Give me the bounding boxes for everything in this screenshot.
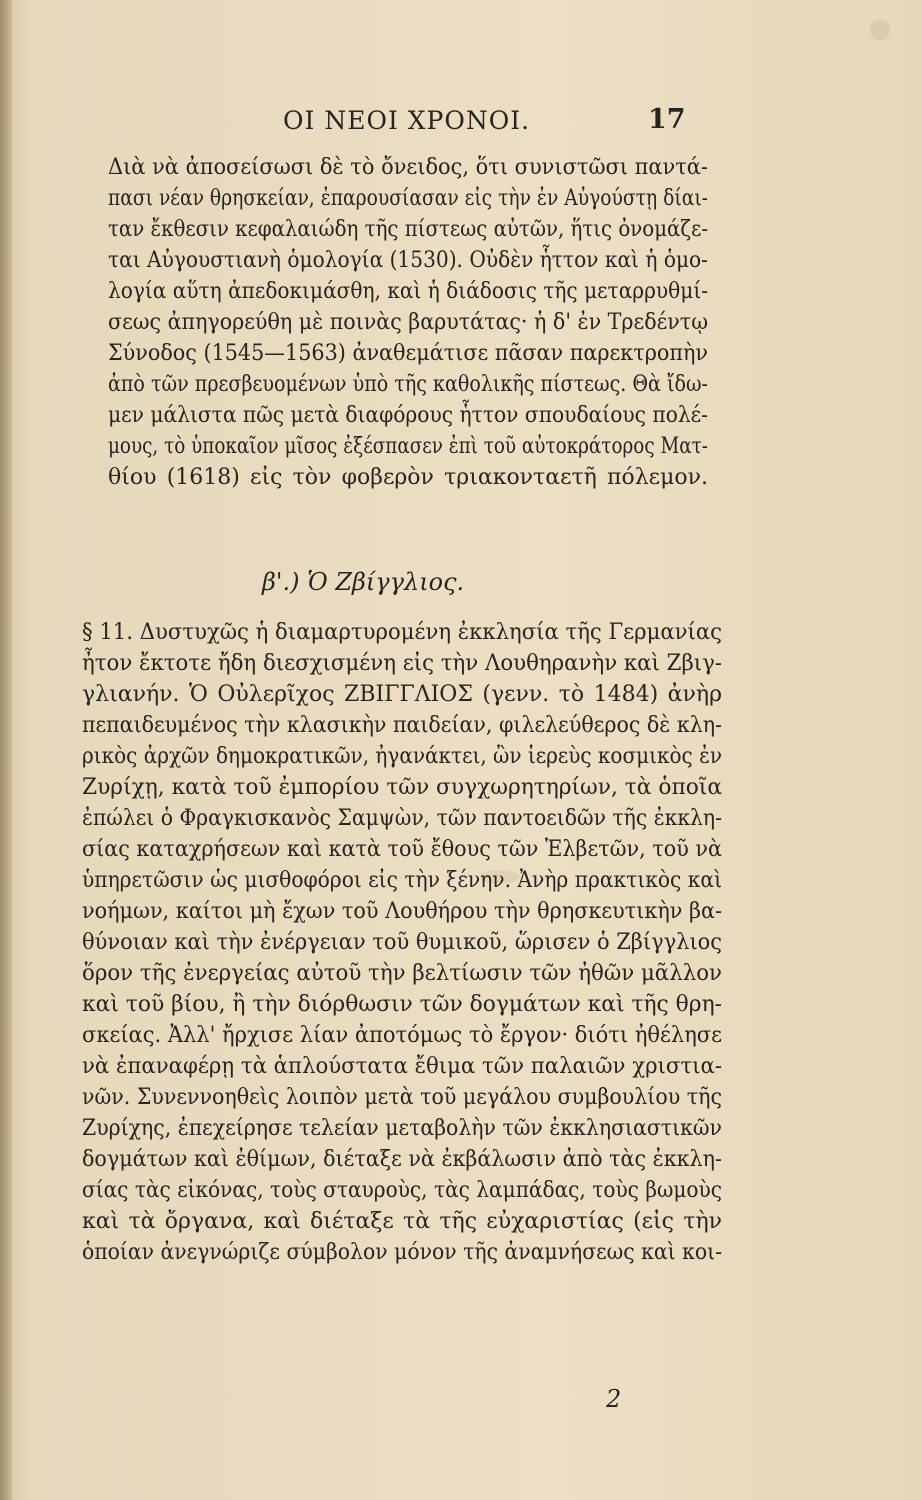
text-line: θύνοιαν καὶ τὴν ἐνέργειαν τοῦ θυμικοῦ, ὥρισεν ὁ Ζβίγγλιος (82, 930, 722, 955)
text-line: νῶν. Συνεννοηθεὶς λοιπὸν μετὰ τοῦ μεγάλου συμβουλίου τῆς (82, 1085, 722, 1110)
text-line: μους, τὸ ὑποκαῖον μῖσος ἐξέσπασεν ἐπὶ τοῦ αὐτοκράτορος Ματ- (108, 434, 708, 459)
text-line: ὑπηρετῶσιν ὡς μισθοφόροι εἰς τὴν ξένην. Ἀνὴρ πρακτικὸς καὶ (82, 868, 722, 893)
text-line: ἐπώλει ὁ Φραγκισκανὸς Σαμψὼν, τῶν παντοειδῶν τῆς ἐκκλη- (82, 806, 722, 831)
text-line: ται Αὐγουστιανὴ ὁμολογία (1530). Οὐδὲν ἧττον καὶ ἡ ὁμο- (108, 248, 708, 273)
text-line: ὅρον τῆς ἐνεργείας αὐτοῦ τὴν βελτίωσιν τῶν ἠθῶν μᾶλλον (82, 961, 722, 986)
page-spine-shadow (0, 0, 12, 1500)
text-line: σίας καταχρήσεων καὶ κατὰ τοῦ ἔθους τῶν Ἑλβετῶν, τοῦ νὰ (82, 837, 722, 862)
text-line: πασι νέαν θρησκείαν, ἐπαρουσίασαν εἰς τὴν ἐν Αὐγούστῃ δίαι- (108, 186, 708, 211)
paragraph-2 (82, 617, 722, 1268)
text-line: νοήμων, καίτοι μὴ ἔχων τοῦ Λουθήρου τὴν θρησκευτικὴν βα- (82, 899, 722, 924)
text-line: λογία αὕτη ἀπεδοκιμάσθη, καὶ ἡ διάδοσις τῆς μεταρρυθμί- (108, 279, 708, 304)
page-number: 17 (648, 104, 686, 135)
text-line: § 11. Δυστυχῶς ἡ διαμαρτυρομένη ἐκκλησία τῆς Γερμανίας (82, 620, 722, 645)
running-title: ΟΙ ΝΕΟΙ ΧΡΟΝΟΙ. (283, 106, 531, 135)
paper-stain (870, 20, 890, 40)
text-line: δογμάτων καὶ ἐθίμων, διέταξε νὰ ἐκβάλωσιν ἀπὸ τὰς ἐκκλη- (82, 1147, 722, 1172)
text-line: Ζυρίχῃ, κατὰ τοῦ ἐμπορίου τῶν συγχωρητηρίων, τὰ ὁποῖα (82, 775, 722, 800)
text-line: ταν ἔκθεσιν κεφαλαιώδη τῆς πίστεως αὐτῶν, ἥτις ὀνομάζε- (108, 217, 708, 242)
text-line: νὰ ἐπαναφέρῃ τὰ ἁπλούστατα ἔθιμα τῶν παλαιῶν χριστια- (82, 1054, 722, 1079)
text-line: ἦτον ἔκτοτε ἤδη διεσχισμένη εἰς τὴν Λουθηρανὴν καὶ Ζβιγ- (82, 651, 722, 676)
signature-mark: 2 (606, 1385, 622, 1413)
text-line: καὶ τοῦ βίου, ἢ τὴν διόρθωσιν τῶν δογμάτων καὶ τῆς θρη- (82, 992, 722, 1017)
text-line: μεν μάλιστα πῶς μετὰ διαφόρους ἧττον σπουδαίους πολέ- (108, 403, 708, 428)
text-line: ἀπὸ τῶν πρεσβευομένων ὑπὸ τῆς καθολικῆς πίστεως. Θὰ ἴδω- (108, 372, 708, 397)
text-line: γλιανήν. Ὁ Οὐλερῖχος ΖΒΙΓΓΛΙΟΣ (γενν. τὸ 1484) ἀνὴρ (82, 682, 722, 707)
text-line: ὁποίαν ἀνεγνώριζε σύμβολον μόνον τῆς ἀναμνήσεως καὶ κοι- (82, 1240, 722, 1265)
text-line: καὶ τὰ ὄργανα, καὶ διέταξε τὰ τῆς εὐχαριστίας (εἰς τὴν (82, 1209, 722, 1234)
text-line: σίας τὰς εἰκόνας, τοὺς σταυροὺς, τὰς λαμπάδας, τοὺς βωμοὺς (82, 1178, 722, 1203)
text-line: Διὰ νὰ ἀποσείσωσι δὲ τὸ ὄνειδος, ὅτι συνιστῶσι παντά- (108, 155, 708, 180)
text-line: Ζυρίχης, ἐπεχείρησε τελείαν μεταβολὴν τῶν ἐκκλησιαστικῶν (82, 1116, 722, 1141)
text-line: πεπαιδευμένος τὴν κλασικὴν παιδείαν, φιλελεύθερος δὲ κλη- (82, 713, 722, 738)
section-heading: β'.) Ὁ Ζβίγγλιος. (262, 568, 465, 596)
text-line: Σύνοδος (1545—1563) ἀναθεμάτισε πᾶσαν παρεκτροπὴν (108, 341, 708, 366)
paragraph-1 (108, 152, 708, 493)
text-line: σκείας. Ἀλλ' ἤρχισε λίαν ἀποτόμως τὸ ἔργον· διότι ἠθέλησε (82, 1023, 722, 1048)
text-line: σεως ἀπηγορεύθη μὲ ποινὰς βαρυτάτας· ἡ δ' ἐν Τρεδέντῳ (108, 310, 708, 335)
text-line: θίου (1618) εἰς τὸν φοβερὸν τριακονταετῆ πόλεμον. (108, 465, 708, 490)
text-line: ρικὸς ἀρχῶν δημοκρατικῶν, ἠγανάκτει, ὢν ἱερεὺς κοσμικὸς ἐν (82, 744, 722, 769)
